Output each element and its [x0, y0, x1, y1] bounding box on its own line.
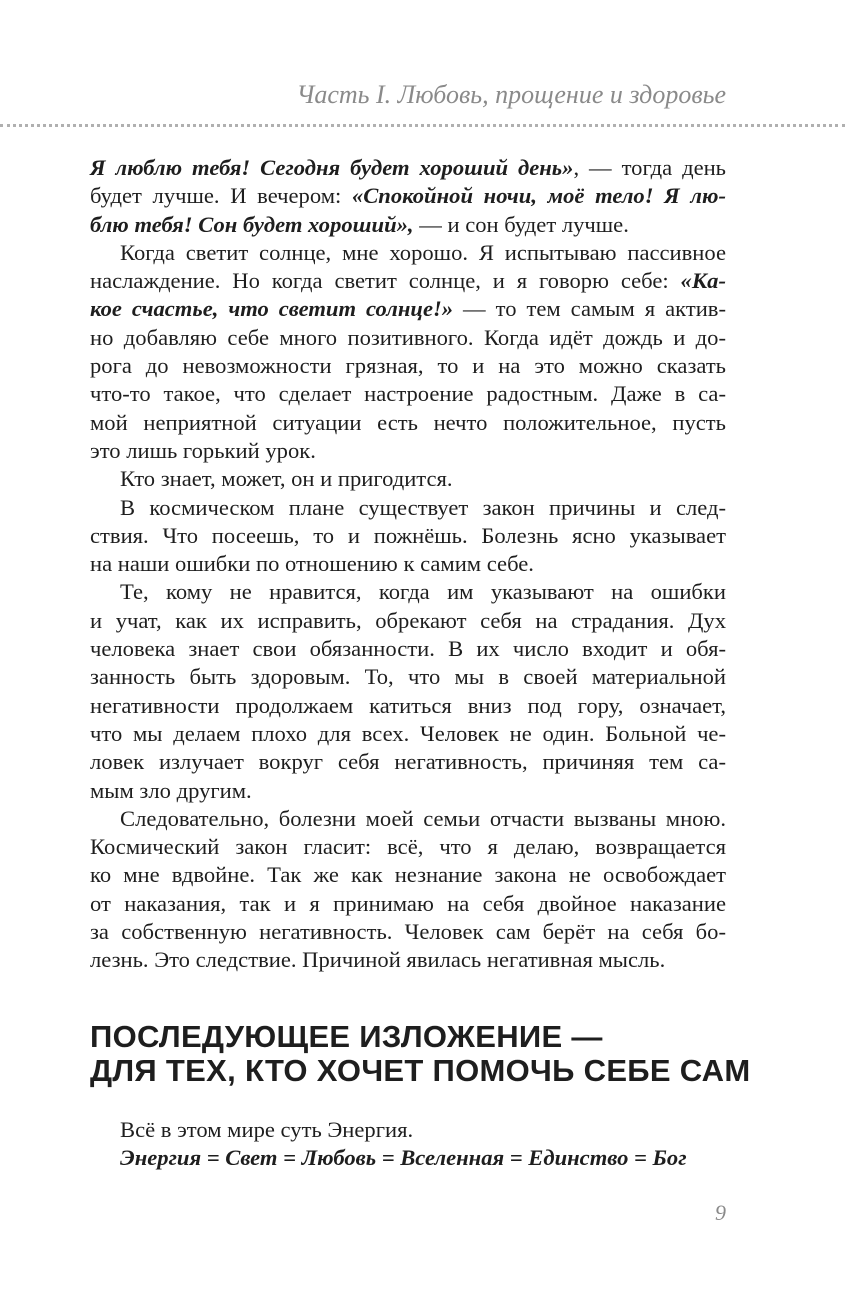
text-line — [90, 578, 726, 606]
section-heading — [90, 1019, 751, 1088]
plain-text: Следовательно, болезни моей семьи отчасти вызваны мною. — [120, 805, 726, 831]
plain-text: рога до невозможности грязная, то и на это можно сказать — [90, 353, 726, 379]
emphasis-text: «Спокойной ночи, моё тело! Я лю- — [351, 183, 726, 209]
section-heading-line-1: ПОСЛЕДУЮЩЕЕ ИЗЛОЖЕНИЕ — — [90, 1019, 603, 1054]
paragraph — [90, 578, 726, 804]
plain-text: лезнь. Это следствие. Причиной явилась негативная мысль. — [90, 947, 666, 973]
plain-text: Когда светит солнце, мне хорошо. Я испытываю пассивное — [120, 239, 726, 265]
plain-text: за собственную негативность. Человек сам берёт на себя бо- — [90, 919, 726, 945]
plain-text: негативности продолжаем катиться вниз под гору, означает, — [90, 692, 726, 718]
text-line — [90, 607, 726, 635]
paragraph — [90, 465, 726, 493]
plain-text: Кто знает, может, он и пригодится. — [120, 466, 453, 492]
emphasis-text: кое счастье, что светит солнце!» — [90, 296, 454, 322]
plain-text: будет лучше. И вечером: — [90, 183, 352, 209]
text-line — [90, 550, 726, 578]
text-line — [90, 720, 726, 748]
plain-text: ловек излучает вокруг себя негативность, причиняя тем са- — [90, 749, 726, 775]
plain-text: но добавляю себе много позитивного. Когда идёт дождь и до- — [90, 324, 726, 350]
paragraph — [90, 805, 726, 975]
emphasis-text: «Ка- — [680, 268, 726, 294]
text-line — [90, 352, 726, 380]
plain-text: ко мне вдвойне. Так же как незнание закона не освобождает — [90, 862, 726, 888]
plain-text: мой неприятной ситуации есть нечто положительное, пусть — [90, 409, 726, 435]
body-text — [90, 154, 726, 975]
text-line — [90, 295, 726, 323]
plain-text: на наши ошибки по отношению к самим себе. — [90, 551, 534, 577]
text-line — [90, 946, 726, 974]
text-line — [90, 182, 726, 210]
intro-line: Всё в этом мире суть Энергия. — [120, 1117, 414, 1142]
header-divider — [0, 124, 845, 127]
plain-text: это лишь горький урок. — [90, 437, 316, 463]
page-number: 9 — [715, 1200, 726, 1225]
plain-text: занность быть здоровым. То, что мы в своей материальной — [90, 664, 726, 690]
plain-text: ствия. Что посеешь, то и пожнёшь. Болезнь ясно указывает — [90, 522, 726, 548]
plain-text: , — тогда день — [573, 155, 726, 180]
running-head: Часть I. Любовь, прощение и здоровье — [296, 80, 726, 109]
text-line — [90, 663, 726, 691]
plain-text: наслаждение. Но когда светит солнце, и я говорю себе: — [90, 268, 681, 294]
plain-text: — и сон будет лучше. — [413, 211, 629, 237]
plain-text: и учат, как их исправить, обрекают себя на страдания. Дух — [90, 607, 726, 633]
text-line — [90, 465, 726, 493]
plain-text: что мы делаем плохо для всех. Человек не один. Больной че- — [90, 720, 726, 746]
plain-text: от наказания, так и я принимаю на себя двойное наказание — [90, 890, 726, 916]
text-line — [90, 239, 726, 267]
text-line — [90, 692, 726, 720]
text-line — [90, 635, 726, 663]
emphasis-text: блю тебя! Сон будет хороший», — [90, 211, 414, 237]
plain-text: — то тем самым я актив- — [453, 296, 726, 322]
text-line — [90, 380, 726, 408]
plain-text: Космический закон гласит: всё, что я делаю, возвращается — [90, 834, 726, 860]
text-line — [90, 267, 726, 295]
text-line — [90, 748, 726, 776]
plain-text: мым зло другим. — [90, 777, 252, 803]
paragraph — [90, 494, 726, 579]
energy-equation: Энергия = Свет = Любовь = Вселенная = Единство = Бог — [120, 1145, 687, 1171]
section-intro — [120, 1116, 740, 1173]
text-line — [90, 777, 726, 805]
section-heading-line-2: ДЛЯ ТЕХ, КТО ХОЧЕТ ПОМОЧЬ СЕБЕ САМ — [90, 1053, 751, 1088]
text-line — [90, 833, 726, 861]
text-line — [90, 861, 726, 889]
plain-text: Те, кому не нравится, когда им указывают на ошибки — [120, 579, 726, 605]
text-line — [90, 805, 726, 833]
emphasis-text: Я люблю тебя! Сегодня будет хороший день» — [90, 155, 574, 180]
text-line — [90, 211, 726, 239]
text-line — [90, 890, 726, 918]
text-line — [90, 154, 726, 182]
text-line — [90, 409, 726, 437]
text-line — [90, 324, 726, 352]
text-line — [90, 522, 726, 550]
text-line — [90, 437, 726, 465]
paragraph — [90, 154, 726, 239]
paragraph — [90, 239, 726, 465]
plain-text: что-то такое, что сделает настроение радостным. Даже в са- — [90, 381, 726, 407]
plain-text: человека знает свои обязанности. В их число входит и обя- — [90, 636, 726, 662]
plain-text: В космическом плане существует закон причины и след- — [120, 494, 726, 520]
text-line — [90, 918, 726, 946]
text-line — [90, 494, 726, 522]
